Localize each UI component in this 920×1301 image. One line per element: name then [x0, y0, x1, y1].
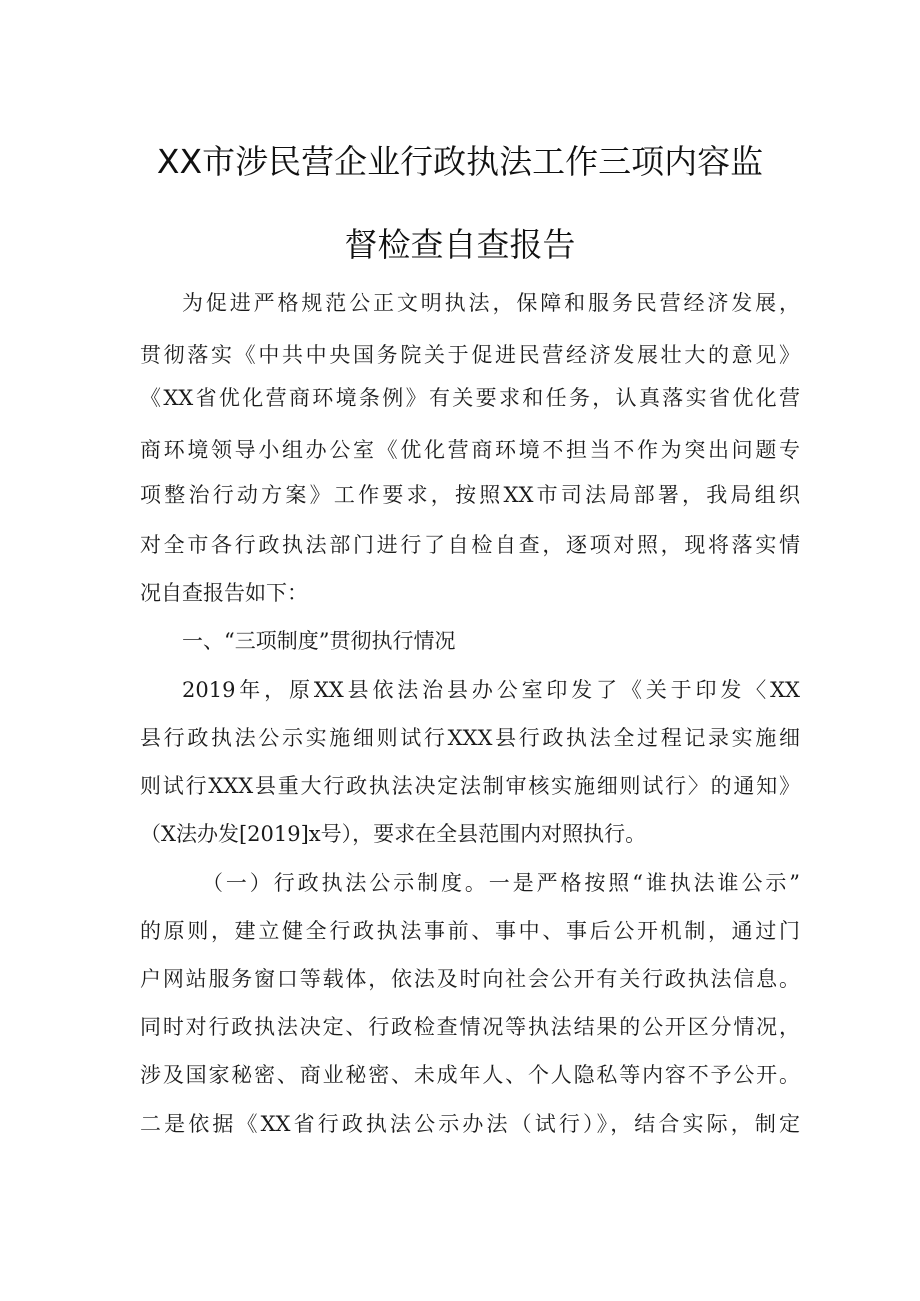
document-title-line-1: XX市涉民营企业行政执法工作三项内容监 — [156, 142, 764, 181]
paragraph-3-line: 同时对行政执法决定、行政检查情况等执法结果的公开区分情况， — [140, 1015, 800, 1039]
paragraph-3-line: 涉及国家秘密、商业秘密、未成年人、个人隐私等内容不予公开。 — [140, 1063, 800, 1087]
paragraph-1-line: 《XX省优化营商环境条例》有关要求和任务，认真落实省优化营 — [140, 386, 800, 410]
paragraph-2-line: （X法办发[2019]x号），要求在全县范围内对照执行。 — [140, 822, 647, 846]
document-title-line-2: 督检查自查报告 — [344, 225, 576, 264]
paragraph-2-line: 县行政执法公示实施细则试行XXX县行政执法全过程记录实施细 — [140, 726, 800, 750]
paragraph-2-line: 则试行XXX县重大行政执法决定法制审核实施细则试行〉的通知》 — [140, 774, 800, 798]
paragraph-3-line: 二是依据《XX省行政执法公示办法（试行）》，结合实际，制定 — [140, 1112, 800, 1136]
paragraph-3-line: 户网站服务窗口等载体，依法及时向社会公开有关行政执法信息。 — [140, 967, 800, 991]
paragraph-3-line: 的原则，建立健全行政执法事前、事中、事后公开机制，通过门 — [140, 919, 800, 943]
paragraph-1-line: 商环境领导小组办公室《优化营商环境不担当不作为突出问题专 — [140, 438, 800, 462]
paragraph-1-line: 为促进严格规范公正文明执法，保障和服务民营经济发展， — [182, 291, 800, 315]
paragraph-1-line: 项整治行动方案》工作要求，按照XX市司法局部署，我局组织 — [140, 483, 800, 507]
paragraph-1-line: 对全市各行政执法部门进行了自检自查，逐项对照，现将落实情 — [140, 533, 800, 557]
paragraph-3-line: （一）行政执法公示制度。一是严格按照“谁执法谁公示” — [202, 871, 800, 895]
paragraph-2-line: 2019年，原XX县依法治县办公室印发了《关于印发〈XX — [182, 678, 800, 702]
section-heading: 一、“三项制度”贯彻执行情况 — [182, 629, 456, 653]
paragraph-1-line: 况自查报告如下： — [140, 581, 308, 605]
paragraph-1-line: 贯彻落实《中共中央国务院关于促进民营经济发展壮大的意见》 — [140, 343, 800, 367]
document-body — [140, 0, 800, 1301]
